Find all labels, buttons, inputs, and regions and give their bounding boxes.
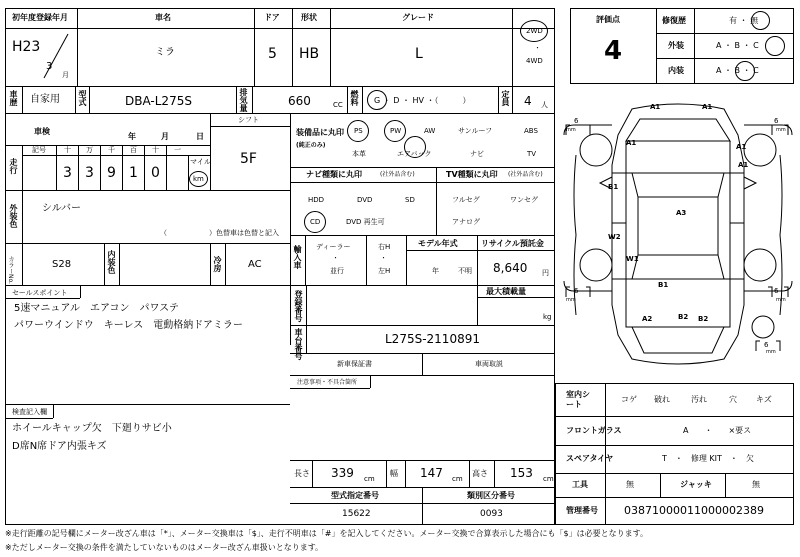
drive-4wd: 4WD <box>526 57 543 65</box>
drive-dot: ・ <box>534 44 541 52</box>
mileage-h4: 百 <box>130 146 137 154</box>
color-no-label: カラーNo. <box>7 256 14 284</box>
windshield-options: A ・ ×要ス <box>683 426 752 435</box>
tire-spare-depth: 6 <box>764 341 769 349</box>
tire-fr-depth: 6 <box>774 117 779 125</box>
length-label: 長さ <box>294 469 310 478</box>
mileage-digit-1: 3 <box>63 165 72 181</box>
import-dot-1: ・ <box>332 254 339 262</box>
max-load-unit: kg <box>543 313 552 321</box>
mile-label: マイル <box>190 158 211 166</box>
length-value: 339 <box>331 466 354 480</box>
sales-points-label: セールスポイント <box>12 289 68 297</box>
mileage-digit-3: 9 <box>107 165 116 181</box>
class-value: 0093 <box>480 509 503 519</box>
shaken-year-unit: 年 <box>128 132 136 141</box>
interior-color-label: 内装色 <box>107 250 116 274</box>
damage-a1-right-door: A1 <box>738 161 749 169</box>
shaken-label: 車検 <box>34 127 50 136</box>
equip-airbag-circle <box>404 136 426 158</box>
svg-text:mm: mm <box>776 297 786 303</box>
grade-label: グレード <box>402 13 434 22</box>
damage-a2-rear: A2 <box>642 315 653 323</box>
inspector-notes-label: 検査記入欄 <box>12 408 47 416</box>
sales-line-2: パワーウインドウ キーレス 電動格納ドアミラー <box>14 320 243 331</box>
tools-label: 工具 <box>572 480 588 489</box>
svg-text:mm: mm <box>566 127 576 133</box>
car-damage-diagram <box>562 95 794 380</box>
ext-color-value: シルバー <box>42 203 82 214</box>
jack-value: 無 <box>752 480 760 489</box>
mileage-digit-4: 1 <box>129 165 138 181</box>
damage-b2-rear: B2 <box>678 313 689 321</box>
equip-navi: ナビ <box>470 150 484 158</box>
shape-value: HB <box>299 46 320 62</box>
damage-b1-rear: B1 <box>658 281 669 289</box>
repair-options: 有 ・ 無 <box>729 16 759 25</box>
repair-label: 修復歴 <box>662 16 686 25</box>
sheet-burn: コゲ <box>621 395 637 404</box>
repair-none-circle <box>751 11 770 30</box>
damage-w1-left-rear: W1 <box>626 255 639 263</box>
damage-a3-roof: A3 <box>676 209 687 217</box>
damage-a1-front-left: A1 <box>650 103 661 111</box>
displacement-value: 660 <box>288 94 311 108</box>
navi-sd: SD <box>405 196 415 204</box>
mileage-label: 走行 <box>9 158 18 174</box>
footer-line-1: ※走行距離の記号欄にメーター改ざん車は「*」、メーター交換車は「$」、走行不明車は「#」を記入してください。メーター交換で合算表示した場合にも「$」は必要となります。 <box>5 529 648 538</box>
sales-line-1: 5速マニュアル エアコン パワステ <box>14 303 179 314</box>
displacement-label: 排気量 <box>239 88 248 112</box>
exterior-label: 外装 <box>668 41 684 50</box>
fuel-label: 燃料 <box>350 90 359 106</box>
score-label: 評価点 <box>596 15 620 24</box>
navi-dvd-play: DVD 再生可 <box>346 218 385 226</box>
damage-a1-left-front: A1 <box>626 139 637 147</box>
first-reg-label: 初年度登録年月 <box>12 13 68 22</box>
equip-tv: TV <box>527 150 537 158</box>
windshield-label: フロントガラス <box>566 426 622 435</box>
fuel-g-circle <box>367 90 387 110</box>
tv-analog: アナログ <box>452 218 480 226</box>
import-right-h: 右H <box>378 243 391 251</box>
interior-sheet-label: 室内シート <box>566 390 590 410</box>
equip-abs: ABS <box>524 127 538 135</box>
model-year-unknown: 不明 <box>458 267 472 275</box>
length-unit: cm <box>364 475 375 483</box>
equip-leather: 本革 <box>352 150 366 158</box>
interior-options: A ・ B ・ C <box>716 66 759 75</box>
navi-cd: CD <box>310 218 321 226</box>
mileage-h2: 万 <box>86 146 93 154</box>
equip-ps-circle <box>347 120 369 142</box>
mileage-h1: 十 <box>64 146 71 154</box>
shape-label: 形状 <box>301 13 317 22</box>
management-value: 03871000011000002389 <box>624 504 764 517</box>
shaken-day-unit: 日 <box>196 132 204 141</box>
navi-cd-circle <box>304 211 326 233</box>
model-value: DBA-L275S <box>125 94 192 108</box>
import-left-h: 左H <box>378 267 391 275</box>
mileage-digit-5: 0 <box>151 165 160 181</box>
displacement-unit: CC <box>333 101 343 109</box>
use-label: 車歴 <box>9 90 18 106</box>
navi-sub: (社外品含む) <box>380 171 415 178</box>
car-name-value: ミラ <box>155 47 175 58</box>
shaken-month-unit: 月 <box>161 132 169 141</box>
damage-a1-front-right: A1 <box>702 103 713 111</box>
fuel-options: G ・ D ・ HV ・（ ） <box>374 96 471 105</box>
new-car-warranty: 新車保証書 <box>337 360 372 368</box>
sheet-tear: 破れ <box>654 395 670 404</box>
spare-tire-label: スペアタイヤ <box>566 454 614 463</box>
drive-2wd: 2WD <box>526 27 543 35</box>
spare-tire-options: T ・ 修理 KIT ・ 欠 <box>662 454 754 463</box>
equip-sunroof: サンルーフ <box>458 127 493 135</box>
color-no-value: S28 <box>52 259 72 270</box>
type-approval-value: 15622 <box>342 509 371 519</box>
damage-w2-left: W2 <box>608 233 621 241</box>
sheet-hole: 穴 <box>729 395 737 404</box>
shift-label: シフト <box>238 116 259 124</box>
damage-b1-left-door: B1 <box>608 183 619 191</box>
max-load-label: 最大積載量 <box>486 287 526 296</box>
footer-line-2: ※ただしメーター交換の条件を満たしていないものはメーター改ざん車扱いとなります。 <box>5 543 324 552</box>
equip-airbag: エアバック <box>397 150 432 158</box>
inspector-line-2: D席N席ドア内張キズ <box>12 441 107 452</box>
import-dot-2: ・ <box>380 254 387 262</box>
mileage-digit-2: 3 <box>85 165 94 181</box>
month-unit: 月 <box>62 71 69 79</box>
exterior-c-circle <box>765 36 785 56</box>
ac-label: 冷房 <box>213 256 222 272</box>
tv-sub: (社外品含む) <box>508 171 543 178</box>
navi-hdd: HDD <box>308 196 325 204</box>
doors-value: 5 <box>268 46 277 62</box>
model-year-unit: 年 <box>432 267 439 275</box>
width-unit: cm <box>452 475 463 483</box>
height-label: 高さ <box>472 469 488 478</box>
import-parallel: 並行 <box>330 267 344 275</box>
equipment-sub: (純正のみ) <box>296 142 326 149</box>
equip-pw-circle <box>384 120 406 142</box>
jack-label: ジャッキ <box>680 480 712 489</box>
navi-label: ナビ種類に丸印 <box>306 170 362 179</box>
svg-text:mm: mm <box>776 127 786 133</box>
damage-a1-right-front: A1 <box>736 143 747 151</box>
height-unit: cm <box>543 475 554 483</box>
interior-b-circle <box>735 61 755 81</box>
door-label: ドア <box>264 13 280 22</box>
score-value: 4 <box>604 36 623 66</box>
equip-ps: PS <box>354 127 363 135</box>
recycle-unit: 円 <box>542 269 549 277</box>
tire-fl-depth: 6 <box>574 117 579 125</box>
management-label: 管理番号 <box>566 506 598 515</box>
tools-value: 無 <box>626 480 634 489</box>
era-year: H23 <box>12 39 41 55</box>
width-value: 147 <box>420 466 443 480</box>
class-label: 類別区分番号 <box>467 491 515 500</box>
svg-text:mm: mm <box>766 349 776 355</box>
car-name-label: 車名 <box>155 13 171 22</box>
tv-label: TV種類に丸印 <box>446 170 498 179</box>
damage-b2-rear-right: B2 <box>698 315 709 323</box>
month-value: 3 <box>46 61 53 72</box>
type-approval-label: 型式指定番号 <box>331 491 379 500</box>
chassis-value: L275S-2110891 <box>385 332 480 346</box>
import-dealer: ディーラー <box>316 243 351 251</box>
km-label: km <box>193 175 204 183</box>
shift-value: 5F <box>240 151 257 167</box>
manual-label: 車両取説 <box>475 360 503 368</box>
equip-pw: PW <box>390 127 402 135</box>
ac-value: AC <box>248 259 262 270</box>
inspector-line-1: ホイールキャップ欠 下廻りサビ小 <box>12 423 172 434</box>
recycle-label: リサイクル預託金 <box>481 239 544 248</box>
mileage-h0: 記号 <box>32 146 46 154</box>
reg-label: 登録番号 <box>294 290 303 322</box>
mileage-h3: 千 <box>108 146 115 154</box>
model-label: 型式 <box>78 90 87 106</box>
capacity-value: 4 <box>524 94 532 108</box>
sheet-scratch: キズ <box>756 395 772 404</box>
tv-fullseg: フルセグ <box>452 196 480 204</box>
km-circle <box>189 171 208 187</box>
width-label: 幅 <box>390 469 398 478</box>
model-year-label: モデル年式 <box>418 239 458 248</box>
mileage-h6: 一 <box>174 146 181 154</box>
capacity-label: 定員 <box>501 90 510 106</box>
mileage-h5: 十 <box>152 146 159 154</box>
tire-rr-depth: 6 <box>774 287 779 295</box>
svg-text:mm: mm <box>566 297 576 303</box>
sheet-stain: 汚れ <box>691 395 707 404</box>
capacity-unit: 人 <box>541 101 548 109</box>
interior-label: 内装 <box>668 66 684 75</box>
drive-2wd-circle <box>520 20 548 42</box>
equip-aw: AW <box>424 127 436 135</box>
tire-rl-depth: 6 <box>574 287 579 295</box>
recycle-value: 8,640 <box>493 261 528 275</box>
tv-oneseg: ワンセグ <box>510 196 538 204</box>
use-value: 自家用 <box>30 94 60 105</box>
import-label: 輸入車 <box>293 245 302 269</box>
notes-label: 注意事項・不具合箇所 <box>297 379 358 386</box>
chassis-label: 車台番号 <box>294 328 303 360</box>
repaint-note: （ ）色替車は色替と記入 <box>160 229 279 237</box>
grade-value: L <box>415 46 423 62</box>
exterior-options: A ・ B ・ C <box>716 41 759 50</box>
ext-color-label: 外装色 <box>9 204 18 228</box>
equipment-label: 装備品に丸印 <box>296 128 344 137</box>
navi-dvd: DVD <box>357 196 373 204</box>
height-value: 153 <box>510 466 533 480</box>
